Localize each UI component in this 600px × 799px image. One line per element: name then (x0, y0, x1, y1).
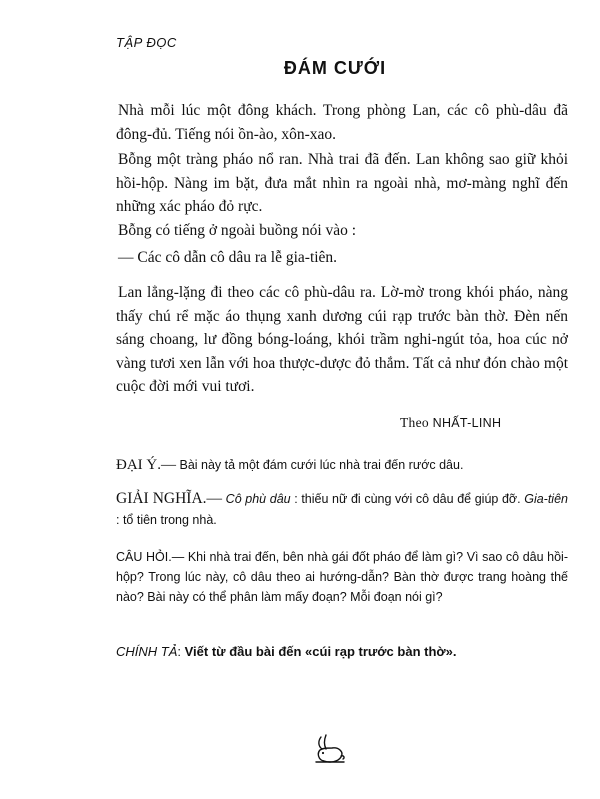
paragraph-5: Lan lẳng-lặng đi theo các cô phù-dâu ra. Lờ-mờ trong khói pháo, nàng thấy chú rể mặc áo thụng xanh dương cúi rạp trước bàn thờ. Đèn nến sáng choang, lư đồng bóng-loáng, khói trầm nghi-ngút tỏa, hoa cúc nở vàng tươi xen lẫn với hoa thược-dược đỏ thắm. Tất cả như đón chào một cuộc đời mới vui tươi. (116, 284, 568, 395)
dictation-heading: CHÍNH TẢ (116, 644, 178, 659)
paragraph-4: — Các cô dẫn cô dâu ra lễ gia-tiên. (118, 249, 338, 266)
source-prefix: Theo (400, 415, 429, 430)
glossary-def-2: : tổ tiên trong nhà. (116, 513, 217, 527)
paragraph-3: Bỗng có tiếng ở ngoài buồng nói vào : (118, 222, 357, 239)
dictation-colon: : (177, 644, 185, 659)
main-idea-heading: ĐẠI Ý.— (116, 457, 176, 473)
source-attribution (400, 415, 501, 431)
dictation-task: Viết từ đầu bài đến «cúi rạp trước bàn thờ». (184, 644, 457, 659)
paragraph-1: Nhà mỗi lúc một đông khách. Trong phòng Lan, các cô phù-dâu đã đông-đủ. Tiếng nói ồn-ào, xôn-xao. (116, 102, 568, 143)
questions-text: Khi nhà trai đến, bên nhà gái đốt pháo để làm gì? Vì sao cô dâu hồi-hộp? Trong lúc này, cô dâu theo ai hướng-dẫn? Bàn thờ được trang hoàng thế nào? Bài này có thể phân làm mấy đoạn? Mỗi đoạn nói gì? (116, 550, 568, 604)
questions-heading: CÂU HỎI.— (116, 550, 185, 564)
main-idea (116, 455, 568, 476)
paragraph-2: Bỗng một tràng pháo nổ ran. Nhà trai đã đến. Lan không sao giữ khỏi hồi-hộp. Nàng im bặt, đưa mắt nhìn ra ngoài nhà, mơ-màng nghĩ đến những xác pháo đỏ rực. (116, 151, 568, 215)
glossary-term-2: Gia-tiên (524, 492, 568, 506)
glossary (116, 488, 568, 531)
glossary-term-1: Cô phù dâu (225, 492, 291, 506)
section-label: TẬP ĐỌC (116, 35, 177, 50)
glossary-heading: GIẢI NGHĨA.— (116, 490, 223, 507)
main-idea-text: Bài này tả một đám cưới lúc nhà trai đến rước dâu. (179, 458, 464, 472)
page-title: ĐÁM CƯỚI (283, 58, 387, 78)
source-author: NHẤT-LINH (432, 416, 502, 430)
dictation (116, 641, 568, 662)
questions (116, 547, 568, 607)
glossary-def-1: : thiếu nữ đi cùng với cô dâu để giúp đỡ. (294, 492, 521, 506)
rabbit-icon (312, 733, 348, 765)
